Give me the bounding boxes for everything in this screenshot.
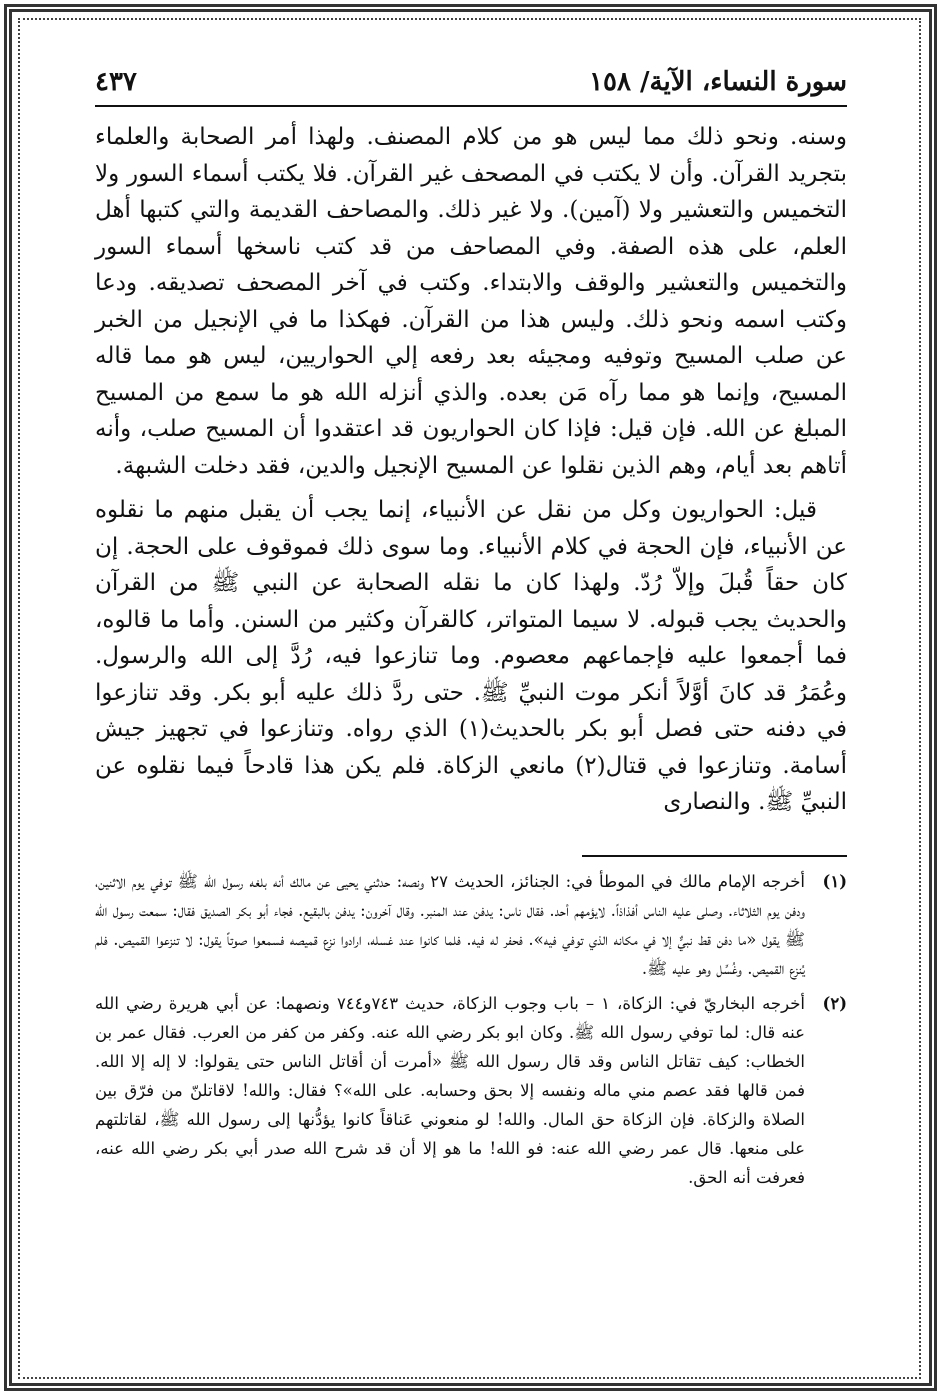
footnote-2 xyxy=(95,989,847,1192)
paragraph-1: وسنه. ونحو ذلك مما ليس هو من كلام المصنف. ولهذا أمر الصحابة والعلماء بتجريد القرآن. وأن لا يكتب في المصحف غير القرآن. فلا يكتب أسماء السور ولا التخميس والتعشير ولا (آمين). ولا غير ذلك. والمصاحف القديمة والتي كتبها أهل العلم، على هذه الصفة. وفي المصاحف من قد كتب ناسخها أسماء السور والتخميس والتعشير والوقف والابتداء. وكتب في آخر المصحف تصديقه. ودعا وكتب اسمه ونحو ذلك. وليس هذا من القرآن. فهكذا ما في الإنجيل من الخبر عن صلب المسيح وتوفيه ومجيئه بعد رفعه إلي الحواريين، ليس هو مما قاله المسيح، وإنما هو مما رآه مَن بعده. والذي أنزله الله هو ما سمع من المسيح المبلغ عن الله. فإن قيل: فإذا كان الحواريون قد اعتقدوا أن المسيح صلب، وأنه أتاهم بعد أيام، وهم الذين نقلوا عن المسيح الإنجيل والدين، فقد دخلت الشبهة. xyxy=(95,124,847,479)
page-number: ٤٣٧ xyxy=(95,67,137,97)
footnote-number: (٢) xyxy=(822,993,847,1013)
surah-title: سورة النساء، الآية/ ١٥٨ xyxy=(589,67,847,97)
footnote-1 xyxy=(95,867,847,983)
footnote-separator xyxy=(582,855,847,857)
paragraph-2: قيل: الحواريون وكل من نقل عن الأنبياء، إنما يجب أن يقبل منهم ما نقلوه عن الأنبياء، فإن الحجة في كلام الأنبياء. وما سوى ذلك فموقوف على الحجة. إن كان حقاً قُبلَ وإلاّ رُدّ. ولهذا كان ما نقله الصحابة عن النبي ﷺ من القرآن والحديث يجب قبوله. لا سيما المتواتر، كالقرآن وكثير من السنن. وأما ما قالوه، فما أجمعوا عليه فإجماعهم معصوم. وما تنازعوا فيه، رُدَّ إلى الله والرسول. وعُمَرُ قد كانَ أوَّلاً أنكر موت النبيِّ ﷺ. حتى ردَّ ذلك عليه أبو بكر. وقد تنازعوا في دفنه حتى فصل أبو بكر بالحديث(١) الذي رواه. وتنازعوا في تجهيز جيش أسامة. وتنازعوا في قتال(٢) مانعي الزكاة. فلم يكن هذا قادحاً فيما نقلوه عن النبيِّ ﷺ. والنصارى xyxy=(95,497,847,815)
footnote-text: أخرجه البخاريّ في: الزكاة، ١ – باب وجوب الزكاة، حديث ٧٤٣و٧٤٤ ونصهما: عن أبي هريرة رضي الله عنه قال: لما توفي رسول الله ﷺ. وكان ابو بكر رضي الله عنه. وكفر من كفر من العرب. فقال عمر بن الخطاب: كيف تقاتل الناس وقد قال رسول الله ﷺ «أمرت أن أقاتل الناس حتى يقولوا: لا إله إلا الله. فمن قالها فقد عصم مني ماله ونفسه إلا بحق وحسابه. على الله»؟ فقال: والله! لاقاتلنّ من فرّق بين الصلاة والزكاة. فإن الزكاة حق المال. والله! لو منعوني عَناقاً كانوا يؤدُّنها إلى رسول الله ﷺ، لقاتلتهم على منعها. قال عمر رضي الله عنه: فو الله! ما هو إلا أن قد شرح الله صدر أبي بكر رضي الله عنه، فعرفت أنه الحق. xyxy=(95,993,805,1187)
footnote-text: أخرجه الإمام مالك في الموطأ في: الجنائز، الحديث ٢٧ ونصه: حدثني يحيى عن مالك أنه بلغه رسول الله ﷺ توفي يوم الاثنين، ودفن يوم الثلاثاء. وصلى عليه الناس أفذاذاً. لايؤمهم أحد. فقال ناس: يدفن عند المنبر. وقال آخرون: يدفن بالبقيع. فجاء أبو بكر الصديق فقال: سمعت رسول الله ﷺ يقول «ما دفن قط نبيٌّ إلا في مكانه الذي توفي فيه». فحفر له فيه. فلما كانوا عند غسله، ارادوا نزع قميصه فسمعوا صوتاً يقول: لا تنزعوا القميص. فلم يُنزع القميص. وغُسِّل وهو عليه ﷺ. xyxy=(95,871,805,978)
main-text xyxy=(95,119,847,821)
footnote-number: (١) xyxy=(822,871,847,891)
running-header xyxy=(95,55,847,107)
book-page xyxy=(95,55,847,1345)
footnotes xyxy=(95,867,847,1192)
